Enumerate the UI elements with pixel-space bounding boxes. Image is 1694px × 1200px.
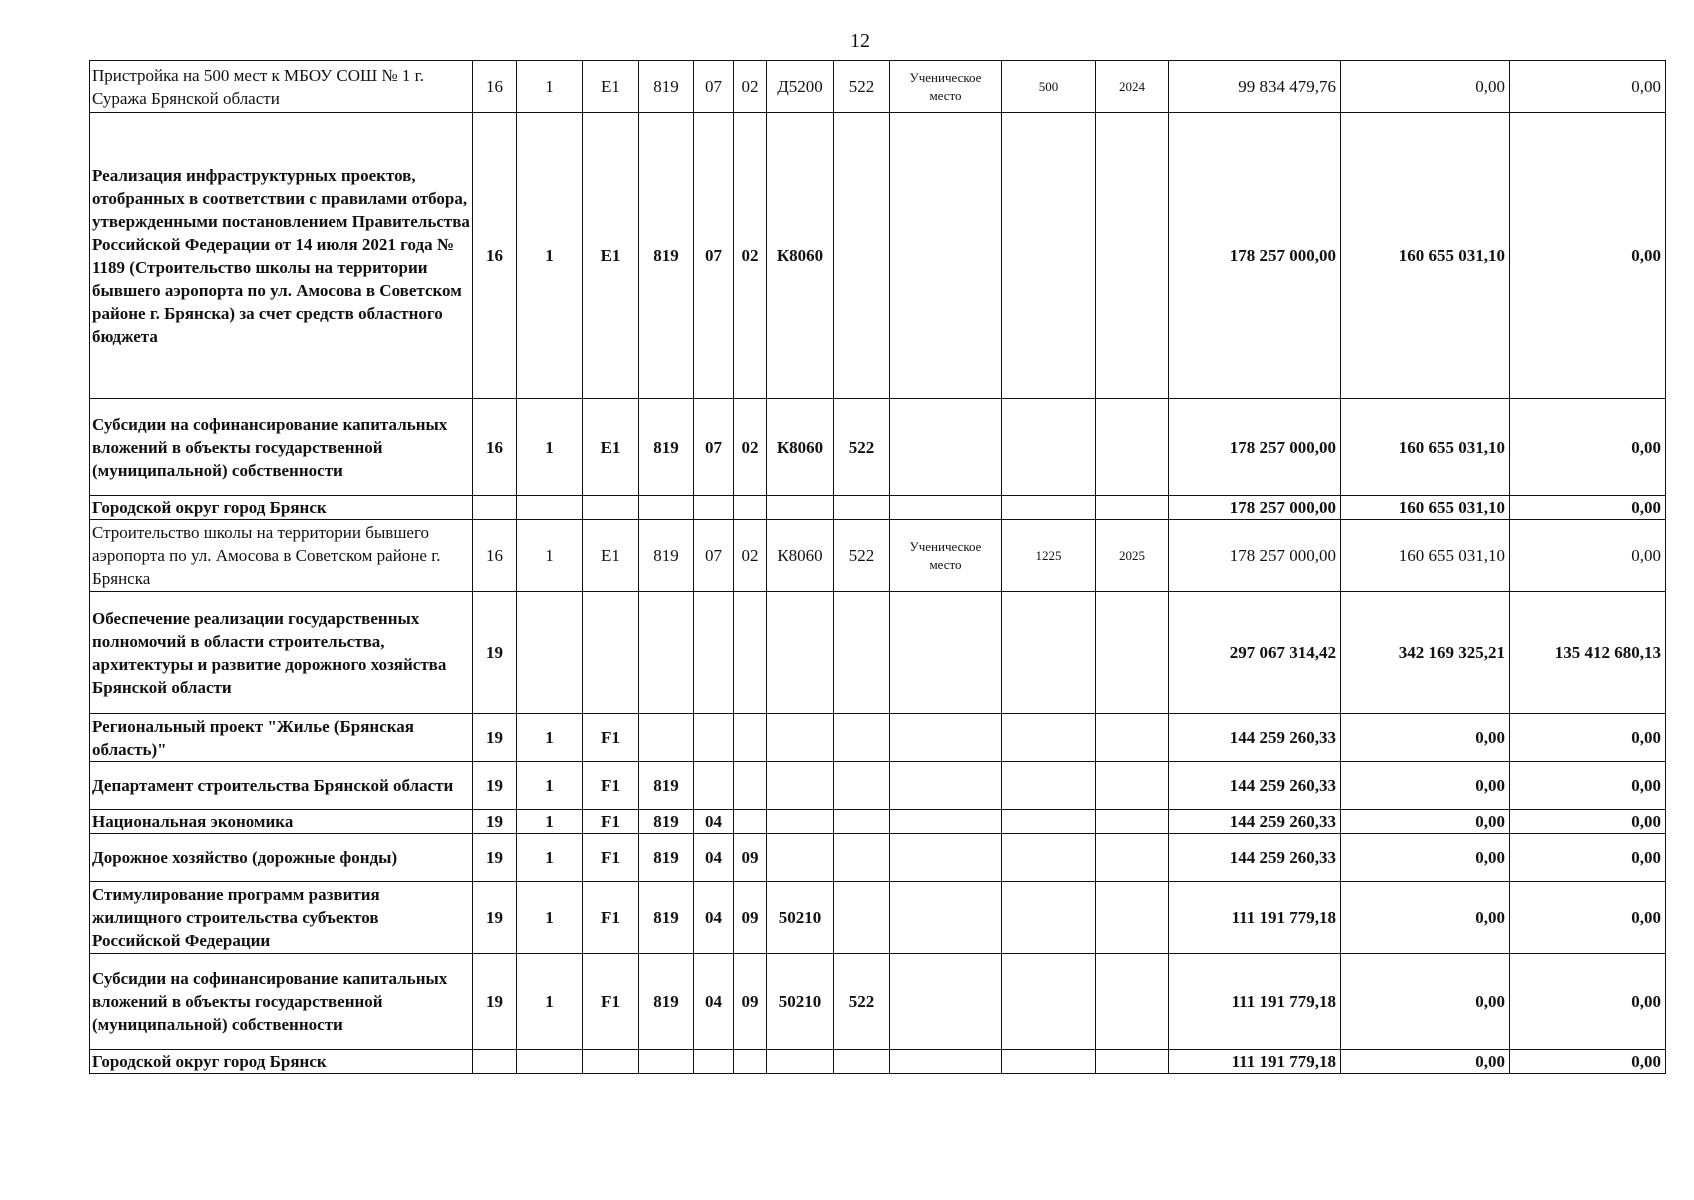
amount-cell: 0,00: [1510, 954, 1666, 1050]
code-cell: [734, 762, 767, 810]
amount-cell: 160 655 031,10: [1341, 496, 1510, 520]
row-name: Обеспечение реализации государственных полномочий в области строительства, архитектуры и развитие дорожного хозяйства Брянской области: [90, 592, 473, 714]
code-cell: 19: [473, 834, 517, 882]
code-cell: [834, 810, 890, 834]
row-name: Стимулирование программ развития жилищного строительства субъектов Российской Федерации: [90, 882, 473, 954]
code-cell: 819: [639, 762, 694, 810]
year-cell: 2024: [1096, 61, 1169, 113]
code-cell: 16: [473, 61, 517, 113]
unit-cell: [890, 714, 1002, 762]
unit-cell: [890, 834, 1002, 882]
code-cell: E1: [583, 113, 639, 399]
code-cell: 16: [473, 399, 517, 496]
code-cell: [734, 714, 767, 762]
unit-cell: [890, 399, 1002, 496]
qty-cell: [1002, 834, 1096, 882]
table-row: [90, 714, 1666, 762]
amount-cell: 111 191 779,18: [1169, 954, 1341, 1050]
page-number: 12: [850, 30, 870, 52]
year-cell: [1096, 592, 1169, 714]
unit-cell: [890, 592, 1002, 714]
code-cell: 09: [734, 834, 767, 882]
amount-cell: 111 191 779,18: [1169, 882, 1341, 954]
code-cell: [767, 496, 834, 520]
code-cell: 04: [694, 810, 734, 834]
qty-cell: [1002, 762, 1096, 810]
code-cell: F1: [583, 810, 639, 834]
code-cell: 04: [694, 954, 734, 1050]
code-cell: 19: [473, 762, 517, 810]
unit-cell: [890, 496, 1002, 520]
row-name: Городской округ город Брянск: [90, 1050, 473, 1074]
code-cell: 1: [517, 399, 583, 496]
code-cell: [767, 714, 834, 762]
code-cell: 07: [694, 113, 734, 399]
year-cell: [1096, 714, 1169, 762]
amount-cell: 178 257 000,00: [1169, 113, 1341, 399]
code-cell: [834, 496, 890, 520]
code-cell: F1: [583, 714, 639, 762]
table-row: [90, 61, 1666, 113]
amount-cell: 0,00: [1341, 834, 1510, 882]
code-cell: F1: [583, 834, 639, 882]
unit-cell: [890, 762, 1002, 810]
amount-cell: 0,00: [1341, 762, 1510, 810]
amount-cell: 99 834 479,76: [1169, 61, 1341, 113]
year-cell: [1096, 496, 1169, 520]
code-cell: [834, 882, 890, 954]
table-row: [90, 592, 1666, 714]
code-cell: 1: [517, 61, 583, 113]
row-name: Региональный проект "Жилье (Брянская область)": [90, 714, 473, 762]
code-cell: 09: [734, 954, 767, 1050]
code-cell: 1: [517, 954, 583, 1050]
code-cell: [583, 592, 639, 714]
year-cell: [1096, 762, 1169, 810]
table-row: [90, 762, 1666, 810]
amount-cell: 0,00: [1510, 61, 1666, 113]
code-cell: F1: [583, 762, 639, 810]
code-cell: [694, 592, 734, 714]
code-cell: [694, 496, 734, 520]
code-cell: 1: [517, 882, 583, 954]
code-cell: К8060: [767, 113, 834, 399]
qty-cell: [1002, 113, 1096, 399]
qty-cell: [1002, 496, 1096, 520]
code-cell: [734, 1050, 767, 1074]
code-cell: 02: [734, 61, 767, 113]
amount-cell: 0,00: [1510, 762, 1666, 810]
code-cell: 16: [473, 520, 517, 592]
amount-cell: 144 259 260,33: [1169, 810, 1341, 834]
unit-cell: Ученическое место: [890, 520, 1002, 592]
code-cell: [734, 496, 767, 520]
code-cell: [639, 496, 694, 520]
amount-cell: 0,00: [1510, 113, 1666, 399]
amount-cell: 0,00: [1341, 714, 1510, 762]
amount-cell: 0,00: [1341, 61, 1510, 113]
qty-cell: [1002, 810, 1096, 834]
code-cell: [834, 834, 890, 882]
amount-cell: 160 655 031,10: [1341, 399, 1510, 496]
row-name: Городской округ город Брянск: [90, 496, 473, 520]
amount-cell: 0,00: [1510, 882, 1666, 954]
code-cell: [583, 496, 639, 520]
code-cell: 19: [473, 954, 517, 1050]
row-name: Национальная экономика: [90, 810, 473, 834]
code-cell: 1: [517, 762, 583, 810]
code-cell: [734, 592, 767, 714]
code-cell: [694, 714, 734, 762]
table-row: [90, 954, 1666, 1050]
amount-cell: 0,00: [1510, 1050, 1666, 1074]
budget-table: [89, 60, 1666, 1074]
code-cell: [694, 762, 734, 810]
code-cell: К8060: [767, 399, 834, 496]
code-cell: 522: [834, 954, 890, 1050]
qty-cell: [1002, 592, 1096, 714]
row-name: Дорожное хозяйство (дорожные фонды): [90, 834, 473, 882]
code-cell: 07: [694, 399, 734, 496]
amount-cell: 178 257 000,00: [1169, 496, 1341, 520]
qty-cell: [1002, 399, 1096, 496]
code-cell: 07: [694, 61, 734, 113]
code-cell: 819: [639, 61, 694, 113]
table-row: [90, 882, 1666, 954]
code-cell: [639, 592, 694, 714]
code-cell: 522: [834, 399, 890, 496]
code-cell: [767, 592, 834, 714]
code-cell: 19: [473, 810, 517, 834]
code-cell: 19: [473, 592, 517, 714]
unit-cell: [890, 810, 1002, 834]
code-cell: [834, 1050, 890, 1074]
code-cell: К8060: [767, 520, 834, 592]
amount-cell: 297 067 314,42: [1169, 592, 1341, 714]
code-cell: 16: [473, 113, 517, 399]
amount-cell: 0,00: [1510, 520, 1666, 592]
year-cell: [1096, 954, 1169, 1050]
row-name: Пристройка на 500 мест к МБОУ СОШ № 1 г. Суража Брянской области: [90, 61, 473, 113]
code-cell: E1: [583, 520, 639, 592]
code-cell: 50210: [767, 954, 834, 1050]
code-cell: [473, 496, 517, 520]
code-cell: [834, 714, 890, 762]
code-cell: Д5200: [767, 61, 834, 113]
year-cell: 2025: [1096, 520, 1169, 592]
table-row: [90, 1050, 1666, 1074]
qty-cell: 1225: [1002, 520, 1096, 592]
amount-cell: 135 412 680,13: [1510, 592, 1666, 714]
unit-cell: [890, 113, 1002, 399]
code-cell: 19: [473, 714, 517, 762]
code-cell: 02: [734, 520, 767, 592]
code-cell: [834, 762, 890, 810]
amount-cell: 144 259 260,33: [1169, 834, 1341, 882]
code-cell: 07: [694, 520, 734, 592]
code-cell: 819: [639, 399, 694, 496]
table-row: [90, 834, 1666, 882]
code-cell: 819: [639, 520, 694, 592]
unit-cell: [890, 1050, 1002, 1074]
code-cell: 09: [734, 882, 767, 954]
code-cell: 02: [734, 113, 767, 399]
amount-cell: 0,00: [1510, 834, 1666, 882]
amount-cell: 111 191 779,18: [1169, 1050, 1341, 1074]
amount-cell: 178 257 000,00: [1169, 399, 1341, 496]
amount-cell: 160 655 031,10: [1341, 520, 1510, 592]
code-cell: [834, 113, 890, 399]
qty-cell: 500: [1002, 61, 1096, 113]
code-cell: 1: [517, 520, 583, 592]
code-cell: 50210: [767, 882, 834, 954]
amount-cell: 342 169 325,21: [1341, 592, 1510, 714]
code-cell: [473, 1050, 517, 1074]
amount-cell: 0,00: [1341, 954, 1510, 1050]
code-cell: F1: [583, 882, 639, 954]
amount-cell: 0,00: [1341, 1050, 1510, 1074]
unit-cell: [890, 954, 1002, 1050]
code-cell: 819: [639, 882, 694, 954]
table-row: [90, 399, 1666, 496]
code-cell: 819: [639, 834, 694, 882]
code-cell: [767, 762, 834, 810]
table-row: [90, 520, 1666, 592]
code-cell: E1: [583, 61, 639, 113]
code-cell: [767, 834, 834, 882]
year-cell: [1096, 1050, 1169, 1074]
amount-cell: 0,00: [1341, 810, 1510, 834]
amount-cell: 0,00: [1510, 399, 1666, 496]
code-cell: [767, 1050, 834, 1074]
amount-cell: 144 259 260,33: [1169, 762, 1341, 810]
code-cell: [517, 496, 583, 520]
table-row: [90, 113, 1666, 399]
amount-cell: 0,00: [1510, 810, 1666, 834]
year-cell: [1096, 399, 1169, 496]
amount-cell: 178 257 000,00: [1169, 520, 1341, 592]
year-cell: [1096, 810, 1169, 834]
code-cell: [639, 1050, 694, 1074]
code-cell: 819: [639, 113, 694, 399]
row-name: Строительство школы на территории бывшего аэропорта по ул. Амосова в Советском районе г. Брянска: [90, 520, 473, 592]
code-cell: E1: [583, 399, 639, 496]
code-cell: 04: [694, 882, 734, 954]
code-cell: 1: [517, 834, 583, 882]
code-cell: 1: [517, 714, 583, 762]
code-cell: 522: [834, 520, 890, 592]
code-cell: 1: [517, 113, 583, 399]
code-cell: 19: [473, 882, 517, 954]
amount-cell: 160 655 031,10: [1341, 113, 1510, 399]
code-cell: [694, 1050, 734, 1074]
code-cell: [734, 810, 767, 834]
qty-cell: [1002, 1050, 1096, 1074]
qty-cell: [1002, 954, 1096, 1050]
code-cell: [834, 592, 890, 714]
amount-cell: 144 259 260,33: [1169, 714, 1341, 762]
code-cell: 04: [694, 834, 734, 882]
amount-cell: 0,00: [1510, 496, 1666, 520]
row-name: Департамент строительства Брянской области: [90, 762, 473, 810]
code-cell: 819: [639, 954, 694, 1050]
code-cell: [767, 810, 834, 834]
code-cell: 819: [639, 810, 694, 834]
unit-cell: Ученическое место: [890, 61, 1002, 113]
code-cell: 522: [834, 61, 890, 113]
code-cell: F1: [583, 954, 639, 1050]
qty-cell: [1002, 714, 1096, 762]
code-cell: [517, 1050, 583, 1074]
row-name: Реализация инфраструктурных проектов, отобранных в соответствии с правилами отбора, утвержденными постановлением Правительства Российской Федерации от 14 июля 2021 года № 1189 (Строительство школы на территории бывшего аэропорта по ул. Амосова в Советском районе г. Брянска) за счет средств областного бюджета: [90, 113, 473, 399]
year-cell: [1096, 113, 1169, 399]
code-cell: [639, 714, 694, 762]
year-cell: [1096, 834, 1169, 882]
unit-cell: [890, 882, 1002, 954]
code-cell: 1: [517, 810, 583, 834]
amount-cell: 0,00: [1510, 714, 1666, 762]
table-row: [90, 810, 1666, 834]
amount-cell: 0,00: [1341, 882, 1510, 954]
code-cell: [583, 1050, 639, 1074]
qty-cell: [1002, 882, 1096, 954]
year-cell: [1096, 882, 1169, 954]
code-cell: [517, 592, 583, 714]
code-cell: 02: [734, 399, 767, 496]
row-name: Субсидии на софинансирование капитальных вложений в объекты государственной (муниципальной) собственности: [90, 399, 473, 496]
row-name: Субсидии на софинансирование капитальных вложений в объекты государственной (муниципальной) собственности: [90, 954, 473, 1050]
table-row: [90, 496, 1666, 520]
